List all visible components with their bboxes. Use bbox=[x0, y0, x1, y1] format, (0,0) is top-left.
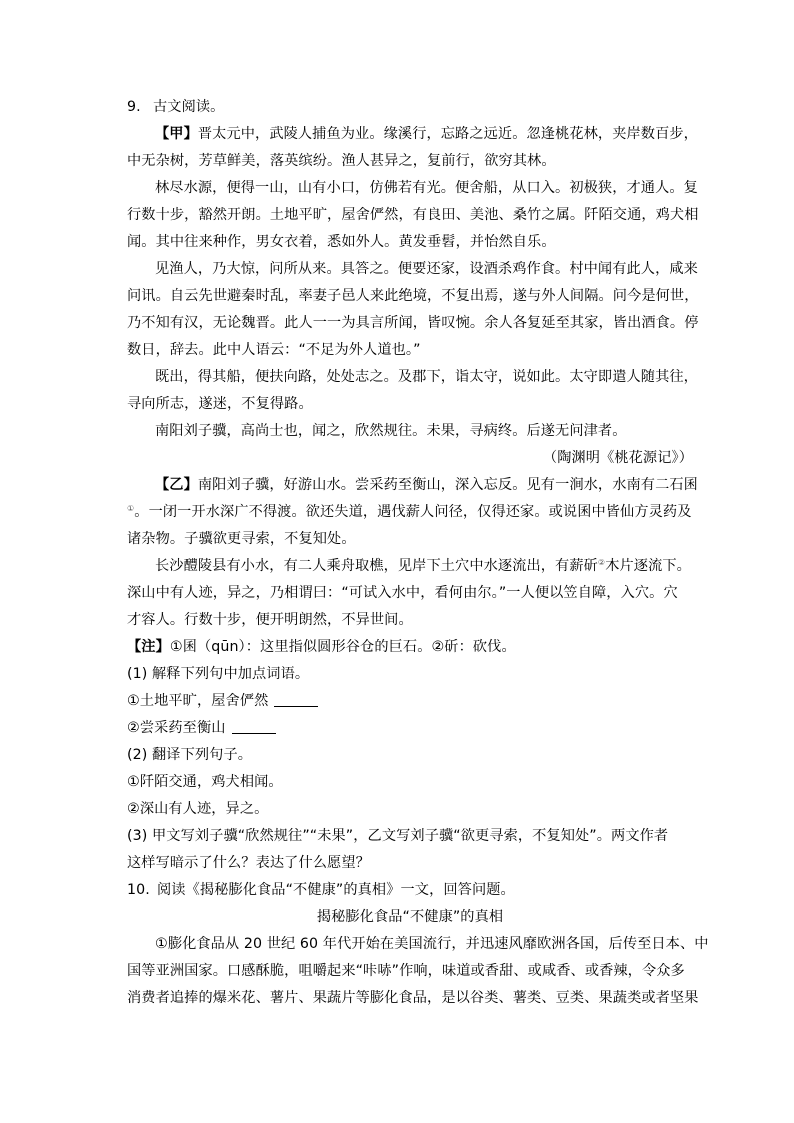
article-paragraph-line: ①膨化食品从 20 世纪 60 年代开始在美国流行，并迅速风靡欧洲各国，后传至日本、中 bbox=[155, 936, 709, 952]
annotation-label: 【注】 bbox=[127, 639, 170, 655]
subquestion-2-item: ①阡陌交通，鸡犬相闻。 bbox=[127, 774, 283, 790]
passage-text: 。一闭一开水深广不得渡。欲还失道，遇伐薪人问径，仅得还家。或说囷中皆仙方灵药及 bbox=[134, 504, 692, 520]
footnote-mark-1: ① bbox=[127, 504, 135, 513]
passage-jia-line: 行数十步，豁然开朗。土地平旷，屋舍俨然，有良田、美池、桑竹之属。阡陌交通，鸡犬相 bbox=[127, 207, 699, 223]
subquestion-3-line: 这样写暗示了什么？表达了什么愿望？ bbox=[127, 855, 370, 871]
passage-jia-line: 寻向所志，遂迷，不复得路。 bbox=[127, 396, 313, 412]
annotation-text: ①囷（qūn）：这里指似圆形谷仓的巨石。②斫：砍伐。 bbox=[169, 639, 516, 655]
item-text: ①土地平旷，屋舍俨然 bbox=[127, 693, 269, 709]
question-number: 10. bbox=[127, 882, 150, 898]
item-text: ②尝采药至衡山 bbox=[127, 720, 226, 736]
passage-yi-line bbox=[127, 553, 693, 580]
passage-jia-line: 闻。其中往来种作，男女衣着，悉如外人。黄发垂髫，并怡然自乐。 bbox=[127, 234, 556, 250]
passage-text: 长沙醴陵县有小水，有二人乘舟取樵，见岸下土穴中水逐流出，有薪斫 bbox=[155, 558, 598, 574]
article-paragraph-line: 消费者追捧的爆米花、薯片、果蔬片等膨化食品，是以谷类、薯类、豆类、果蔬类或者坚果 bbox=[127, 990, 699, 1006]
passage-source: （陶渊明《桃花源记》） bbox=[542, 450, 693, 466]
passage-jia-line: 乃不知有汉，无论魏晋。此人一一为具言所闻，皆叹惋。余人各复延至其家，皆出酒食。停 bbox=[127, 315, 699, 331]
passage-text: 晋太元中，武陵人捕鱼为业。缘溪行，忘路之远近。忽逢桃花林，夹岸数百步， bbox=[197, 126, 698, 142]
passage-jia-line: 南阳刘子骥，高尚士也，闻之，欣然规往。未果，寻病终。后遂无问津者。 bbox=[155, 423, 627, 439]
passage-yi-line: 深山中有人迹，异之，乃相谓曰：“可试入水中，看何由尔。”一人便以笠自障，入穴。穴 bbox=[127, 585, 678, 601]
passage-jia-line: 既出，得其船，便扶向路，处处志之。及郡下，诣太守，说如此。太守即遣人随其往， bbox=[155, 369, 698, 385]
passage-jia-line: 见渔人，乃大惊，问所从来。具答之。便要还家，设酒杀鸡作食。村中闻有此人，咸来 bbox=[155, 261, 698, 277]
passage-jia-line bbox=[127, 121, 698, 148]
passage-label-yi: 【乙】 bbox=[155, 477, 198, 493]
answer-blank[interactable] bbox=[232, 719, 276, 734]
question-title: 古文阅读。 bbox=[153, 99, 225, 115]
question-9-heading bbox=[127, 94, 693, 121]
passage-yi-line: 才容人。行数十步，便开明朗然，不异世间。 bbox=[127, 612, 413, 628]
document-content bbox=[127, 94, 709, 1012]
passage-jia-line: 中无杂树，芳草鲜美，落英缤纷。渔人甚异之，复前行，欲穷其林。 bbox=[127, 153, 556, 169]
subquestion-3-line: (3) 甲文写刘子骥“欣然规往”“未果”，乙文写刘子骥“欲更寻索，不复知处”。两文作者 bbox=[127, 828, 669, 844]
subquestion-1-item bbox=[127, 715, 693, 742]
subquestion-2-item: ②深山有人迹，异之。 bbox=[127, 801, 269, 817]
subquestion-2-prompt: (2) 翻译下列句子。 bbox=[127, 747, 253, 763]
subquestion-1-item bbox=[127, 688, 693, 715]
passage-jia-line: 数日，辞去。此中人语云：“不足为外人道也。” bbox=[127, 342, 421, 358]
question-10-heading bbox=[127, 877, 693, 904]
passage-text: 木片逐流下。 bbox=[605, 558, 691, 574]
passage-yi-line: 诸杂物。子骥欲更寻索，不复知处。 bbox=[127, 531, 356, 547]
passage-yi-line bbox=[127, 499, 693, 526]
passage-label-jia: 【甲】 bbox=[155, 126, 198, 142]
answer-blank[interactable] bbox=[274, 692, 318, 707]
passage-yi-line bbox=[127, 472, 698, 499]
subquestion-1-prompt: (1) 解释下列句中加点词语。 bbox=[127, 666, 310, 682]
question-number: 9. bbox=[127, 99, 141, 115]
article-title: 揭秘膨化食品“不健康”的真相 bbox=[316, 909, 504, 925]
article-paragraph-line: 国等亚洲国家。口感酥脆，咀嚼起来“咔哧”作响，味道或香甜、或咸香、或香辣，令众多 bbox=[127, 963, 685, 979]
passage-jia-line: 林尽水源，便得一山，山有小口，仿佛若有光。便舍船，从口入。初极狭，才通人。复 bbox=[155, 180, 698, 196]
footnote-mark-2: ② bbox=[597, 558, 606, 567]
passage-jia-line: 问讯。自云先世避秦时乱，率妻子邑人来此绝境，不复出焉，遂与外人间隔。问今是何世， bbox=[127, 288, 699, 304]
annotation-note bbox=[127, 634, 693, 661]
passage-text: 南阳刘子骥，好游山水。尝采药至衡山，深入忘反。见有一涧水，水南有二石囷 bbox=[197, 477, 698, 493]
question-prompt: 阅读《揭秘膨化食品“不健康”的真相》一文，回答问题。 bbox=[157, 882, 515, 898]
